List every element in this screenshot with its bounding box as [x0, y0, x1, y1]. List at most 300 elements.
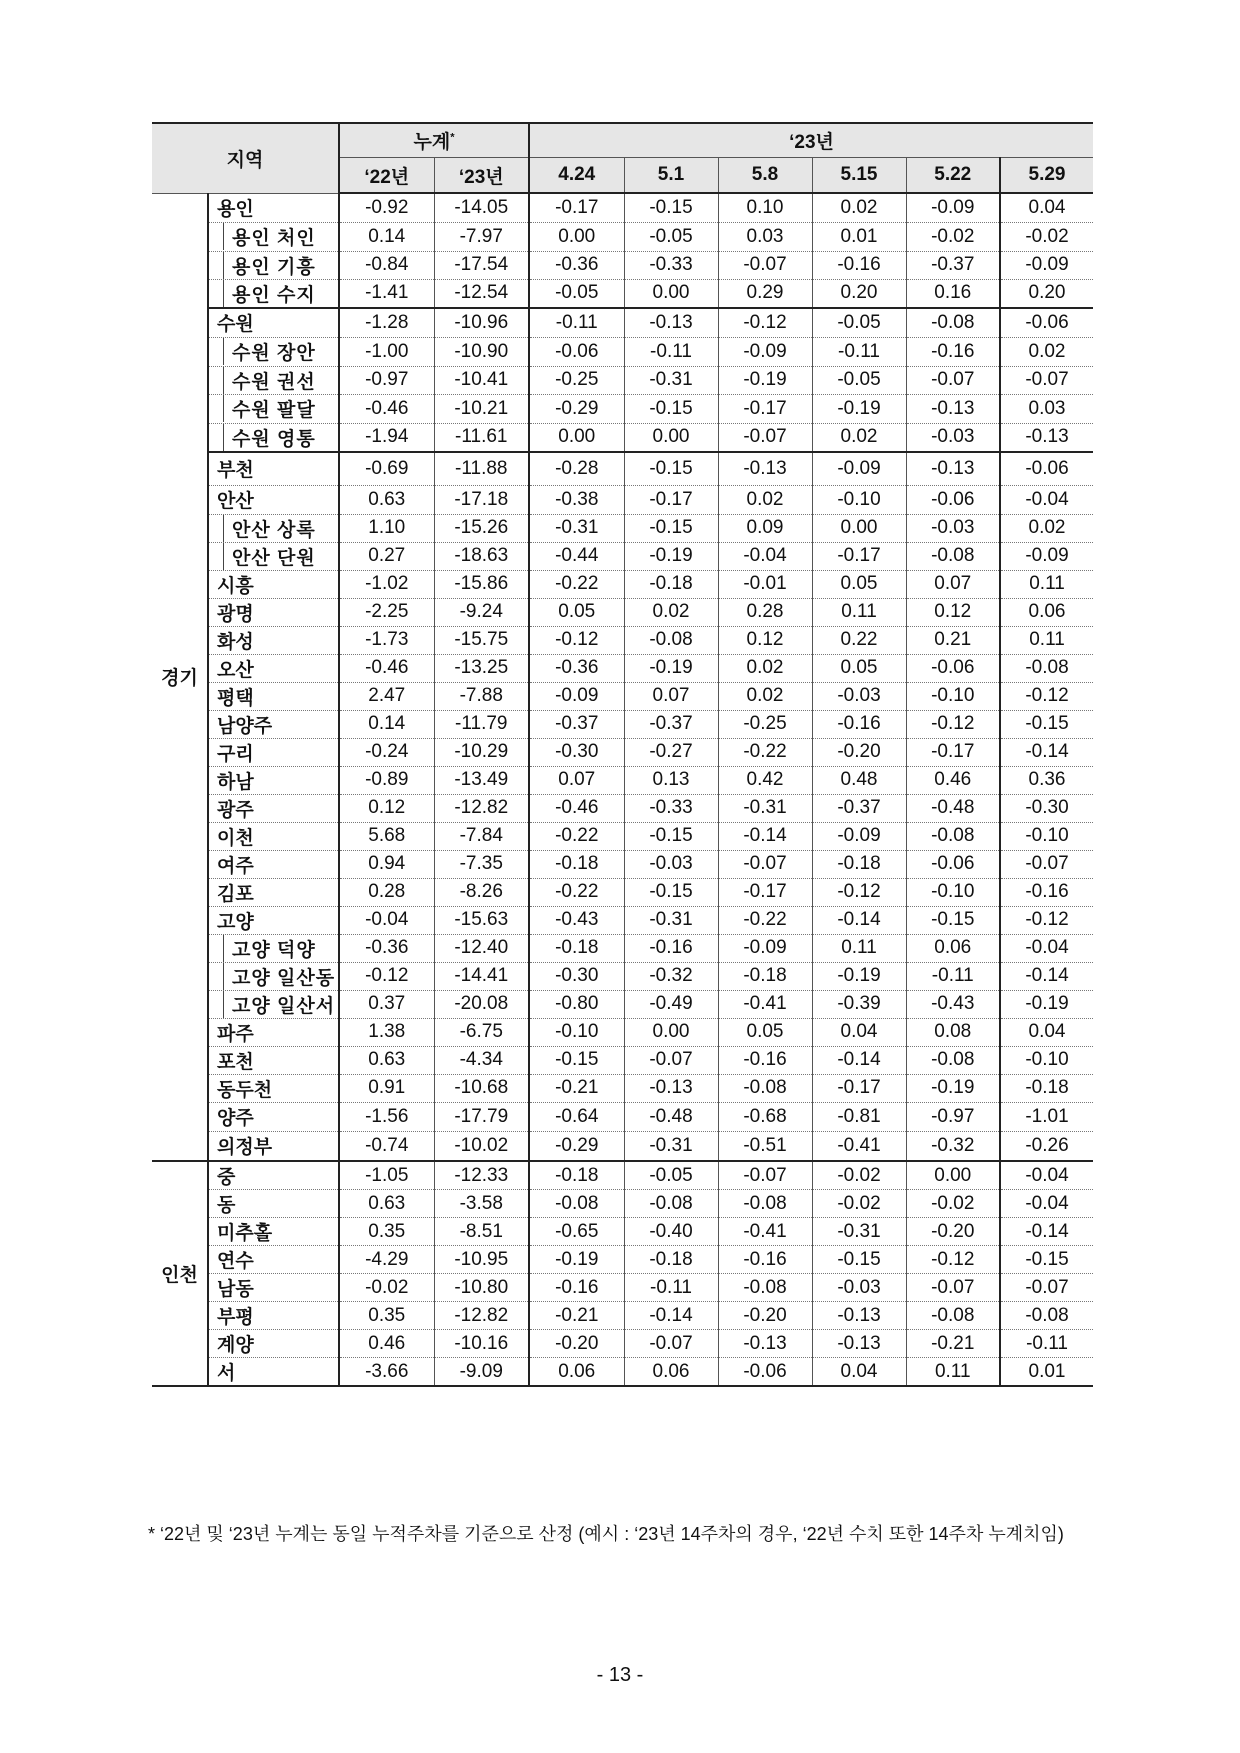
value-cell: -6.75	[434, 1018, 529, 1046]
value-cell: -12.82	[434, 1302, 529, 1330]
value-cell: 1.38	[339, 1018, 434, 1046]
page-number: - 13 -	[596, 1664, 644, 1686]
subregion-label: 수원 장안	[223, 338, 316, 365]
value-cell: -0.46	[529, 794, 624, 822]
table-row	[152, 738, 1093, 766]
value-cell: -8.26	[434, 878, 529, 906]
value-cell: -0.13	[1000, 423, 1093, 452]
subregion-label: 수원 팔달	[223, 395, 316, 422]
value-cell: -0.05	[624, 222, 718, 251]
value-cell: -0.07	[718, 1161, 812, 1190]
subregion-cell	[208, 279, 339, 308]
value-cell: 0.27	[339, 542, 434, 570]
value-cell: -0.33	[624, 251, 718, 279]
table-row	[152, 598, 1093, 626]
subregion-label: 용인 기흥	[223, 252, 316, 279]
value-cell: -15.63	[434, 906, 529, 934]
subregion-label: 고양 일산서	[223, 991, 335, 1018]
value-cell: 0.04	[812, 1018, 906, 1046]
value-cell: -0.11	[812, 337, 906, 366]
value-cell: -0.31	[718, 794, 812, 822]
value-cell: 0.04	[1000, 193, 1093, 222]
table-row	[152, 485, 1093, 514]
value-cell: -0.02	[906, 1190, 1000, 1218]
region-cell: 광주	[208, 794, 339, 822]
value-cell: -3.66	[339, 1358, 434, 1387]
value-cell: -0.14	[812, 906, 906, 934]
value-cell: -1.73	[339, 626, 434, 654]
value-cell: -0.04	[1000, 1161, 1093, 1190]
value-cell: -10.16	[434, 1330, 529, 1358]
value-cell: -0.18	[624, 1246, 718, 1274]
value-cell: -4.34	[434, 1046, 529, 1074]
value-cell: -0.03	[812, 682, 906, 710]
value-cell: -0.09	[718, 934, 812, 962]
value-cell: -0.31	[624, 1131, 718, 1161]
value-cell: -0.12	[1000, 906, 1093, 934]
value-cell: 0.08	[906, 1018, 1000, 1046]
province-cell: 경기	[152, 193, 208, 1161]
region-cell: 평택	[208, 682, 339, 710]
value-cell: -0.17	[812, 542, 906, 570]
value-cell: -0.08	[529, 1190, 624, 1218]
value-cell: -20.08	[434, 990, 529, 1018]
province-cell: 인천	[152, 1161, 208, 1386]
value-cell: -0.15	[812, 1246, 906, 1274]
value-cell: -0.33	[624, 794, 718, 822]
table-row	[152, 794, 1093, 822]
value-cell: -0.14	[812, 1046, 906, 1074]
value-cell: -0.08	[718, 1274, 812, 1302]
value-cell: -0.14	[718, 822, 812, 850]
value-cell: -15.75	[434, 626, 529, 654]
value-cell: -10.90	[434, 337, 529, 366]
value-cell: -0.31	[812, 1218, 906, 1246]
value-cell: -0.09	[812, 822, 906, 850]
value-cell: 0.02	[1000, 514, 1093, 542]
region-cell: 부천	[208, 452, 339, 485]
value-cell: -0.44	[529, 542, 624, 570]
value-cell: 0.11	[812, 934, 906, 962]
value-cell: -9.24	[434, 598, 529, 626]
value-cell: -0.25	[718, 710, 812, 738]
value-cell: -0.46	[339, 654, 434, 682]
subregion-cell	[208, 514, 339, 542]
subregion-cell	[208, 251, 339, 279]
value-cell: -1.56	[339, 1102, 434, 1131]
value-cell: -0.81	[812, 1102, 906, 1131]
value-cell: -3.58	[434, 1190, 529, 1218]
value-cell: -0.37	[906, 251, 1000, 279]
table-row	[152, 878, 1093, 906]
value-cell: -0.19	[906, 1074, 1000, 1102]
value-cell: -0.25	[529, 366, 624, 394]
value-cell: -0.21	[529, 1074, 624, 1102]
value-cell: 0.14	[339, 222, 434, 251]
value-cell: -0.09	[812, 452, 906, 485]
price-change-table	[152, 122, 1093, 1387]
value-cell: -0.17	[529, 193, 624, 222]
value-cell: -0.12	[906, 710, 1000, 738]
value-cell: -10.41	[434, 366, 529, 394]
value-cell: -15.26	[434, 514, 529, 542]
value-cell: -0.69	[339, 452, 434, 485]
value-cell: -0.41	[812, 1131, 906, 1161]
value-cell: -0.36	[529, 654, 624, 682]
value-cell: 0.94	[339, 850, 434, 878]
value-cell: 0.63	[339, 1190, 434, 1218]
region-cell: 포천	[208, 1046, 339, 1074]
value-cell: -0.11	[1000, 1330, 1093, 1358]
table-row	[152, 1302, 1093, 1330]
value-cell: -0.12	[1000, 682, 1093, 710]
value-cell: -0.13	[624, 1074, 718, 1102]
value-cell: -0.18	[529, 850, 624, 878]
value-cell: -1.05	[339, 1161, 434, 1190]
table-row	[152, 1018, 1093, 1046]
value-cell: -0.36	[529, 251, 624, 279]
value-cell: -0.15	[624, 878, 718, 906]
subregion-label: 고양 덕양	[223, 935, 316, 962]
value-cell: 0.63	[339, 1046, 434, 1074]
region-cell: 계양	[208, 1330, 339, 1358]
week-header: 5.29	[1000, 158, 1093, 194]
value-cell: -0.15	[624, 394, 718, 423]
value-cell: -0.40	[624, 1218, 718, 1246]
value-cell: 0.48	[812, 766, 906, 794]
value-cell: -1.94	[339, 423, 434, 452]
region-header: 지역	[152, 123, 339, 193]
value-cell: 0.12	[339, 794, 434, 822]
value-cell: -0.80	[529, 990, 624, 1018]
table-row	[152, 193, 1093, 222]
table-row	[152, 1190, 1093, 1218]
value-cell: -0.07	[624, 1046, 718, 1074]
value-cell: -0.06	[1000, 308, 1093, 337]
subregion-label: 용인 처인	[223, 223, 316, 250]
value-cell: 0.02	[812, 193, 906, 222]
value-cell: -0.43	[906, 990, 1000, 1018]
value-cell: -1.28	[339, 308, 434, 337]
value-cell: -10.21	[434, 394, 529, 423]
value-cell: -0.11	[529, 308, 624, 337]
value-cell: 0.46	[339, 1330, 434, 1358]
value-cell: -17.54	[434, 251, 529, 279]
table-row	[152, 1161, 1093, 1190]
value-cell: -0.19	[1000, 990, 1093, 1018]
value-cell: -0.16	[906, 337, 1000, 366]
col-22-header: ‘22년	[339, 158, 434, 194]
region-cell: 중	[208, 1161, 339, 1190]
value-cell: -2.25	[339, 598, 434, 626]
value-cell: 0.05	[529, 598, 624, 626]
value-cell: -0.21	[529, 1302, 624, 1330]
value-cell: 0.06	[906, 934, 1000, 962]
value-cell: -0.19	[624, 654, 718, 682]
value-cell: 0.07	[906, 570, 1000, 598]
cumulative-asterisk: *	[450, 131, 455, 144]
value-cell: -0.18	[529, 934, 624, 962]
value-cell: 0.09	[718, 514, 812, 542]
value-cell: -0.22	[529, 822, 624, 850]
value-cell: -0.02	[812, 1161, 906, 1190]
value-cell: 0.02	[718, 485, 812, 514]
value-cell: 0.29	[718, 279, 812, 308]
value-cell: 0.00	[906, 1161, 1000, 1190]
value-cell: -10.80	[434, 1274, 529, 1302]
value-cell: -0.11	[624, 337, 718, 366]
table-row	[152, 279, 1093, 308]
value-cell: -0.17	[624, 485, 718, 514]
value-cell: -0.16	[718, 1246, 812, 1274]
value-cell: 0.00	[624, 423, 718, 452]
value-cell: 2.47	[339, 682, 434, 710]
year-23-header: ‘23년	[529, 123, 1093, 158]
value-cell: -0.20	[812, 738, 906, 766]
value-cell: -0.14	[1000, 962, 1093, 990]
value-cell: 0.02	[1000, 337, 1093, 366]
value-cell: -13.49	[434, 766, 529, 794]
value-cell: -0.13	[906, 452, 1000, 485]
value-cell: 0.06	[624, 1358, 718, 1387]
value-cell: 0.00	[624, 279, 718, 308]
value-cell: -0.39	[812, 990, 906, 1018]
region-cell: 고양	[208, 906, 339, 934]
value-cell: -0.04	[1000, 485, 1093, 514]
table-row	[152, 906, 1093, 934]
value-cell: -0.07	[906, 1274, 1000, 1302]
table-row	[152, 682, 1093, 710]
value-cell: -0.12	[906, 1246, 1000, 1274]
value-cell: -0.16	[812, 710, 906, 738]
value-cell: -0.16	[529, 1274, 624, 1302]
region-cell: 광명	[208, 598, 339, 626]
value-cell: 0.14	[339, 710, 434, 738]
value-cell: -0.07	[1000, 850, 1093, 878]
value-cell: -0.04	[339, 906, 434, 934]
value-cell: -10.68	[434, 1074, 529, 1102]
value-cell: -11.88	[434, 452, 529, 485]
table-row	[152, 570, 1093, 598]
value-cell: -0.11	[906, 962, 1000, 990]
value-cell: 0.35	[339, 1218, 434, 1246]
value-cell: -12.82	[434, 794, 529, 822]
value-cell: 0.00	[529, 423, 624, 452]
value-cell: -0.02	[906, 222, 1000, 251]
cumulative-label: 누계	[413, 132, 451, 153]
region-cell: 화성	[208, 626, 339, 654]
value-cell: -0.03	[624, 850, 718, 878]
region-cell: 파주	[208, 1018, 339, 1046]
value-cell: -0.13	[812, 1330, 906, 1358]
value-cell: -0.01	[718, 570, 812, 598]
value-cell: -0.31	[624, 906, 718, 934]
value-cell: 0.22	[812, 626, 906, 654]
week-header: 4.24	[529, 158, 624, 194]
region-cell: 서	[208, 1358, 339, 1387]
table-row	[152, 222, 1093, 251]
value-cell: 0.20	[812, 279, 906, 308]
value-cell: 5.68	[339, 822, 434, 850]
value-cell: -0.24	[339, 738, 434, 766]
value-cell: -0.12	[812, 878, 906, 906]
value-cell: -0.20	[718, 1302, 812, 1330]
value-cell: -0.11	[624, 1274, 718, 1302]
value-cell: -0.89	[339, 766, 434, 794]
value-cell: -0.49	[624, 990, 718, 1018]
value-cell: 0.28	[339, 878, 434, 906]
value-cell: 0.04	[1000, 1018, 1093, 1046]
region-cell: 동두천	[208, 1074, 339, 1102]
table-row	[152, 542, 1093, 570]
table-row	[152, 1131, 1093, 1161]
value-cell: -0.22	[529, 878, 624, 906]
value-cell: -0.06	[906, 485, 1000, 514]
value-cell: -0.15	[906, 906, 1000, 934]
value-cell: -0.43	[529, 906, 624, 934]
value-cell: -1.01	[1000, 1102, 1093, 1131]
week-header: 5.15	[812, 158, 906, 194]
value-cell: -0.08	[906, 542, 1000, 570]
table-row	[152, 251, 1093, 279]
value-cell: -0.09	[906, 193, 1000, 222]
value-cell: -7.97	[434, 222, 529, 251]
value-cell: -0.07	[718, 251, 812, 279]
value-cell: -0.48	[906, 794, 1000, 822]
value-cell: -0.08	[624, 1190, 718, 1218]
value-cell: -0.09	[718, 337, 812, 366]
value-cell: 0.00	[812, 514, 906, 542]
value-cell: -0.31	[624, 366, 718, 394]
value-cell: -7.35	[434, 850, 529, 878]
region-cell: 양주	[208, 1102, 339, 1131]
value-cell: 0.00	[529, 222, 624, 251]
value-cell: 0.16	[906, 279, 1000, 308]
subregion-label: 안산 단원	[223, 543, 316, 570]
value-cell: -0.65	[529, 1218, 624, 1246]
region-cell: 부평	[208, 1302, 339, 1330]
value-cell: -0.84	[339, 251, 434, 279]
subregion-label: 수원 영통	[223, 424, 316, 451]
value-cell: -0.19	[812, 962, 906, 990]
subregion-label: 수원 권선	[223, 367, 316, 394]
value-cell: -0.17	[812, 1074, 906, 1102]
value-cell: -0.09	[529, 682, 624, 710]
value-cell: 0.36	[1000, 766, 1093, 794]
table-row	[152, 1246, 1093, 1274]
subregion-cell	[208, 394, 339, 423]
region-cell: 남양주	[208, 710, 339, 738]
value-cell: -10.95	[434, 1246, 529, 1274]
value-cell: -0.97	[339, 366, 434, 394]
subregion-label: 안산 상록	[223, 515, 316, 542]
table-row	[152, 822, 1093, 850]
value-cell: -0.16	[812, 251, 906, 279]
table-row	[152, 850, 1093, 878]
value-cell: -0.20	[906, 1218, 1000, 1246]
value-cell: -0.03	[906, 514, 1000, 542]
value-cell: -0.13	[624, 308, 718, 337]
value-cell: -0.06	[906, 850, 1000, 878]
region-cell: 남동	[208, 1274, 339, 1302]
table-row	[152, 1330, 1093, 1358]
table-row	[152, 337, 1093, 366]
value-cell: -0.09	[1000, 542, 1093, 570]
value-cell: -18.63	[434, 542, 529, 570]
value-cell: -0.22	[718, 906, 812, 934]
value-cell: -0.17	[906, 738, 1000, 766]
value-cell: -0.14	[1000, 738, 1093, 766]
table-row	[152, 423, 1093, 452]
value-cell: -0.08	[906, 308, 1000, 337]
value-cell: -8.51	[434, 1218, 529, 1246]
value-cell: -0.15	[624, 514, 718, 542]
value-cell: -0.37	[529, 710, 624, 738]
value-cell: -7.84	[434, 822, 529, 850]
value-cell: 0.02	[624, 598, 718, 626]
value-cell: -0.10	[529, 1018, 624, 1046]
region-cell: 시흥	[208, 570, 339, 598]
value-cell: -0.06	[718, 1358, 812, 1387]
cumulative-header	[339, 123, 529, 158]
subregion-cell	[208, 962, 339, 990]
value-cell: -0.13	[718, 452, 812, 485]
value-cell: -0.05	[812, 308, 906, 337]
value-cell: 0.11	[1000, 570, 1093, 598]
value-cell: -0.18	[718, 962, 812, 990]
value-cell: -0.29	[529, 394, 624, 423]
value-cell: -0.12	[529, 626, 624, 654]
region-cell: 여주	[208, 850, 339, 878]
value-cell: -0.74	[339, 1131, 434, 1161]
table-row	[152, 394, 1093, 423]
value-cell: -15.86	[434, 570, 529, 598]
value-cell: -0.22	[529, 570, 624, 598]
value-cell: -13.25	[434, 654, 529, 682]
value-cell: -0.32	[906, 1131, 1000, 1161]
value-cell: -12.40	[434, 934, 529, 962]
value-cell: -0.03	[906, 423, 1000, 452]
value-cell: -0.10	[1000, 1046, 1093, 1074]
value-cell: 0.00	[624, 1018, 718, 1046]
value-cell: 0.11	[1000, 626, 1093, 654]
value-cell: 0.12	[718, 626, 812, 654]
value-cell: -0.18	[624, 570, 718, 598]
value-cell: -0.12	[339, 962, 434, 990]
region-cell: 연수	[208, 1246, 339, 1274]
table-row	[152, 366, 1093, 394]
value-cell: 0.91	[339, 1074, 434, 1102]
value-cell: -0.26	[1000, 1131, 1093, 1161]
value-cell: -0.05	[529, 279, 624, 308]
table-row	[152, 1046, 1093, 1074]
table-row	[152, 452, 1093, 485]
value-cell: -0.15	[624, 193, 718, 222]
value-cell: 0.11	[906, 1358, 1000, 1387]
value-cell: -0.15	[624, 822, 718, 850]
region-cell: 수원	[208, 308, 339, 337]
value-cell: -11.61	[434, 423, 529, 452]
value-cell: 0.06	[1000, 598, 1093, 626]
value-cell: -0.97	[906, 1102, 1000, 1131]
subregion-cell	[208, 366, 339, 394]
value-cell: -17.18	[434, 485, 529, 514]
value-cell: -0.08	[906, 1302, 1000, 1330]
table-row	[152, 514, 1093, 542]
value-cell: 0.46	[906, 766, 1000, 794]
value-cell: -0.41	[718, 990, 812, 1018]
value-cell: 0.02	[718, 682, 812, 710]
